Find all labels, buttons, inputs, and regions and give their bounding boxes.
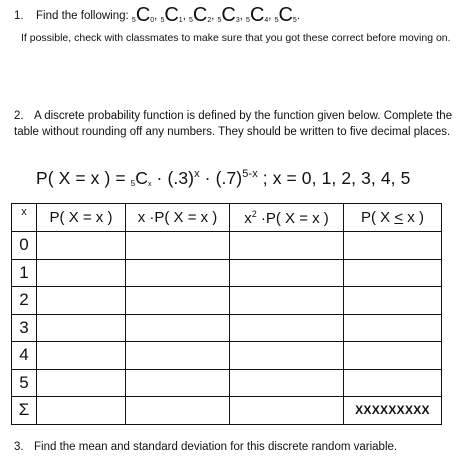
combination-n: 5 xyxy=(217,17,222,24)
combination-letter: C xyxy=(192,4,208,26)
probability-table xyxy=(11,203,442,425)
combination-separator: , xyxy=(268,10,272,22)
question-2-number: 2. xyxy=(14,110,24,122)
x-value-cell: 4 xyxy=(12,342,37,370)
question-3-number: 3. xyxy=(14,441,24,453)
header-x-squared-base: x xyxy=(244,209,252,227)
question-2 xyxy=(14,109,464,140)
formula-exponent-1: x xyxy=(194,168,200,181)
answer-cell[interactable] xyxy=(230,369,344,397)
combination-separator: , xyxy=(211,10,215,22)
sum-not-applicable-cell: XXXXXXXXX xyxy=(344,397,442,425)
answer-cell[interactable] xyxy=(230,342,344,370)
formula-combination-letter: C xyxy=(135,168,148,188)
answer-cell[interactable] xyxy=(230,287,344,315)
combination-k: 4 xyxy=(264,17,269,24)
header-x: x xyxy=(12,204,37,232)
x-value-cell: 3 xyxy=(12,314,37,342)
combination-0 xyxy=(131,4,158,26)
combination-4 xyxy=(246,4,272,26)
combination-separator: . xyxy=(296,10,300,22)
combination-separator: , xyxy=(239,10,243,22)
combination-letter: C xyxy=(249,4,265,26)
answer-cell[interactable] xyxy=(126,369,230,397)
answer-cell[interactable] xyxy=(37,314,126,342)
answer-cell[interactable] xyxy=(37,287,126,315)
answer-cell[interactable] xyxy=(344,369,442,397)
combination-k: 0 xyxy=(150,17,155,24)
combination-k: 1 xyxy=(178,17,183,24)
answer-cell[interactable] xyxy=(344,287,442,315)
question-1-prompt: Find the following: xyxy=(36,10,129,22)
sum-label-cell: Σ xyxy=(12,397,37,425)
combination-letter: C xyxy=(135,4,151,26)
combination-n: 5 xyxy=(246,17,250,24)
formula-q-term: · (.7) xyxy=(199,168,243,188)
sum-cell[interactable] xyxy=(230,397,344,425)
answer-cell[interactable] xyxy=(126,232,230,260)
combination-n: 5 xyxy=(188,17,193,24)
combination-k: 2 xyxy=(207,17,212,24)
less-than-or-equal-symbol: < xyxy=(394,209,404,226)
table-row xyxy=(12,314,442,342)
question-1 xyxy=(14,4,300,26)
combination-n: 5 xyxy=(160,17,165,24)
question-1-number: 1. xyxy=(14,10,24,22)
combination-n: 5 xyxy=(274,17,279,24)
header-cumulative-end: x ) xyxy=(403,209,424,226)
answer-cell[interactable] xyxy=(126,342,230,370)
question-3-text: Find the mean and standard deviation for this discrete random variable. xyxy=(34,441,398,453)
formula-domain: ; x = 0, 1, 2, 3, 4, 5 xyxy=(257,168,411,188)
table-row xyxy=(12,287,442,315)
header-cumulative-probability xyxy=(344,204,442,232)
header-x-squared-rest: ·P( X = x ) xyxy=(256,209,329,227)
sum-cell[interactable] xyxy=(37,397,126,425)
combination-5 xyxy=(274,4,300,26)
sum-row xyxy=(12,397,442,425)
header-cumulative-start: P( X xyxy=(361,209,395,226)
combination-n: 5 xyxy=(131,17,136,24)
formula-exponent-2: 5-x xyxy=(242,168,258,181)
combination-2 xyxy=(188,4,215,26)
table-row xyxy=(12,259,442,287)
x-value-cell: 1 xyxy=(12,259,37,287)
x-value-cell: 0 xyxy=(12,232,37,260)
x-value-cell: 2 xyxy=(12,287,37,315)
combination-letter: C xyxy=(278,4,293,26)
answer-cell[interactable] xyxy=(126,314,230,342)
combination-separator: , xyxy=(182,10,186,22)
answer-cell[interactable] xyxy=(230,314,344,342)
question-2-text: A discrete probability function is defined by the function given below. Complete the table without rounding off any numbers. They should be written to five decimal places. xyxy=(14,110,453,138)
answer-cell[interactable] xyxy=(344,259,442,287)
combination-k: 3 xyxy=(235,17,240,24)
x-value-cell: 5 xyxy=(12,369,37,397)
combination-list xyxy=(131,4,300,26)
sum-cell[interactable] xyxy=(126,397,230,425)
combination-1 xyxy=(160,4,186,26)
formula-n: 5 xyxy=(130,179,136,188)
header-x-squared-exponent: 2 xyxy=(251,208,257,219)
table-header-row xyxy=(12,204,442,232)
answer-cell[interactable] xyxy=(344,232,442,260)
answer-cell[interactable] xyxy=(126,259,230,287)
probability-formula xyxy=(36,168,436,189)
table-row xyxy=(12,232,442,260)
answer-cell[interactable] xyxy=(37,342,126,370)
answer-cell[interactable] xyxy=(344,314,442,342)
header-x-times-probability: x ·P( X = x ) xyxy=(126,204,230,232)
answer-cell[interactable] xyxy=(37,232,126,260)
table-row xyxy=(12,342,442,370)
formula-p-term: · (.3) xyxy=(151,168,195,188)
combination-3 xyxy=(217,4,243,26)
answer-cell[interactable] xyxy=(230,259,344,287)
header-probability: P( X = x ) xyxy=(37,204,126,232)
answer-cell[interactable] xyxy=(230,232,344,260)
table-row xyxy=(12,369,442,397)
header-x-squared-times-probability xyxy=(230,204,344,232)
answer-cell[interactable] xyxy=(126,287,230,315)
formula-k: x xyxy=(147,181,152,188)
combination-separator: , xyxy=(154,10,158,22)
combination-letter: C xyxy=(221,4,236,26)
combination-letter: C xyxy=(164,4,179,26)
question-3 xyxy=(14,441,397,453)
answer-cell[interactable] xyxy=(37,259,126,287)
question-1-note: If possible, check with classmates to make sure that you got these correct before moving on. xyxy=(21,32,451,44)
formula-left: P( X = x ) = xyxy=(36,168,131,188)
answer-cell[interactable] xyxy=(37,369,126,397)
combination-k: 5 xyxy=(292,17,297,24)
answer-cell[interactable] xyxy=(344,342,442,370)
